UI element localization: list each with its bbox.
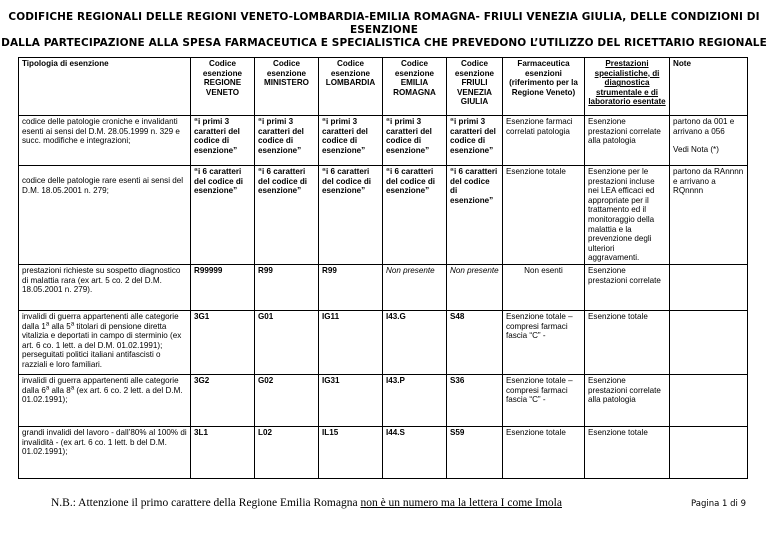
cell-ministero: “i 6 caratteri del codice di esenzione” — [255, 166, 319, 265]
header-ministero: Codice esenzione MINISTERO — [255, 58, 319, 116]
cell-ministero: G02 — [255, 374, 319, 426]
cell-prestazioni: Esenzione per le prestazioni incluse nei LEA efficaci ed appropriate per il trattamento ed il monitoraggio della malattia e la prevenzione degli ulteriori aggravamenti. — [585, 166, 670, 265]
cell-farmaceutica: Esenzione totale — [503, 166, 585, 265]
cell-emilia: “i primi 3 caratteri del codice di esenzione” — [383, 116, 447, 166]
table-row — [19, 374, 748, 426]
title-line-1: CODIFICHE REGIONALI DELLE REGIONI VENETO-LOMBARDIA-EMILIA ROMAGNA- FRIULI VENEZIA GIULIA, DELLE CONDIZIONI DI ESENZIONE — [8, 11, 760, 36]
cell-note — [670, 374, 748, 426]
cell-tipologia: invalidi di guerra appartenenti alle categorie dalla 1$^a$ alla 5$^a$ titolari di pensione diretta vitalizia e deportati in campo di sterminio (ex art. 6 co. 1 lett. a del D.M. 01.02.1991); perseguitati politici italiani antifascisti o razziali e loro familiari. — [19, 310, 191, 374]
cell-tipologia: invalidi di guerra appartenenti alle categorie dalla 6$^a$ alla 8$^a$ (ex art. 6 co. 2 lett. a del D.M. 01.02.1991); — [19, 374, 191, 426]
table-row — [19, 116, 748, 166]
cell-tipologia: prestazioni richieste su sospetto diagnostico di malattia rara (ex art. 5 co. 2 del D.M. 18.05.2001 n. 279). — [19, 264, 191, 310]
cell-prestazioni: Esenzione prestazioni correlate alla patologia — [585, 374, 670, 426]
cell-tipologia: codice delle patologie rare esenti ai sensi del D.M. 18.05.2001 n. 279; — [19, 166, 191, 265]
cell-prestazioni: Esenzione totale — [585, 426, 670, 478]
header-emilia: Codice esenzione EMILIA ROMAGNA — [383, 58, 447, 116]
page-number: Pagina 1 di 9 — [691, 499, 746, 509]
cell-emilia: Non presente — [383, 264, 447, 310]
cell-lombardia: “i primi 3 caratteri del codice di esenzione” — [319, 116, 383, 166]
cell-tipologia: grandi invalidi del lavoro - dall’80% al 100% di invalidità - (ex art. 6 co. 1 lett. b del D.M. 01.02.1991); — [19, 426, 191, 478]
footer-note: N.B.: Attenzione il primo carattere della Regione Emilia Romagna non è un numero ma la lettera I come Imola — [51, 497, 562, 509]
header-prestazioni: Prestazioni specialistiche, di diagnostica strumentale e di laboratorio esentate — [585, 58, 670, 116]
note-range: partono da 001 e arrivano a 056 — [673, 117, 735, 136]
header-row — [19, 58, 748, 116]
cell-farmaceutica: Esenzione totale – compresi farmaci fascia “C” - — [503, 374, 585, 426]
exemption-codes-table — [18, 57, 748, 479]
header-farmaceutica: Farmaceutica esenzioni (riferimento per la Regione Veneto) — [503, 58, 585, 116]
cell-prestazioni: Esenzione totale — [585, 310, 670, 374]
cell-friuli: S36 — [447, 374, 503, 426]
cell-lombardia: “i 6 caratteri del codice di esenzione” — [319, 166, 383, 265]
cell-farmaceutica: Esenzione totale – compresi farmaci fascia “C” - — [503, 310, 585, 374]
cell-prestazioni: Esenzione prestazioni correlate alla patologia — [585, 116, 670, 166]
cell-emilia: “i 6 caratteri del codice di esenzione” — [383, 166, 447, 265]
cell-ministero: R99 — [255, 264, 319, 310]
cell-note — [670, 264, 748, 310]
table-row — [19, 264, 748, 310]
cell-prestazioni: Esenzione prestazioni correlate — [585, 264, 670, 310]
cell-veneto: R99999 — [191, 264, 255, 310]
cell-emilia: I44.S — [383, 426, 447, 478]
cell-veneto: 3G2 — [191, 374, 255, 426]
table-row — [19, 426, 748, 478]
cell-friuli: S59 — [447, 426, 503, 478]
cell-friuli: S48 — [447, 310, 503, 374]
cell-tipologia: codice delle patologie croniche e invalidanti esenti ai sensi del D.M. 28.05.1999 n. 329 e succ. modifiche e integrazioni; — [19, 116, 191, 166]
title-line-2: DALLA PARTECIPAZIONE ALLA SPESA FARMACEUTICA E SPECIALISTICA CHE PREVEDONO L’UTILIZZO DEL RICETTARIO REGIONALE — [1, 37, 767, 49]
cell-note — [670, 310, 748, 374]
cell-friuli: “i 6 caratteri del codice di esenzione” — [447, 166, 503, 265]
header-tipologia: Tipologia di esenzione — [19, 58, 191, 116]
cell-lombardia: IG11 — [319, 310, 383, 374]
header-note: Note — [670, 58, 748, 116]
header-lombardia: Codice esenzione LOMBARDIA — [319, 58, 383, 116]
cell-friuli: Non presente — [447, 264, 503, 310]
note-ref: Vedi Nota (*) — [673, 145, 719, 155]
cell-note — [670, 426, 748, 478]
table-row — [19, 310, 748, 374]
cell-ministero: G01 — [255, 310, 319, 374]
cell-farmaceutica: Non esenti — [503, 264, 585, 310]
cell-emilia: I43.P — [383, 374, 447, 426]
cell-farmaceutica: Esenzione totale — [503, 426, 585, 478]
cell-ministero: “i primi 3 caratteri del codice di esenzione” — [255, 116, 319, 166]
cell-farmaceutica: Esenzione farmaci correlati patologia — [503, 116, 585, 166]
cell-emilia: I43.G — [383, 310, 447, 374]
cell-ministero: L02 — [255, 426, 319, 478]
header-veneto: Codice esenzione REGIONE VENETO — [191, 58, 255, 116]
header-friuli: Codice esenzione FRIULI VENEZIA GIULIA — [447, 58, 503, 116]
cell-note: partono da RAnnnn e arrivano a RQnnnn — [670, 166, 748, 265]
cell-lombardia: IG31 — [319, 374, 383, 426]
cell-veneto: 3L1 — [191, 426, 255, 478]
document-title — [0, 11, 768, 50]
cell-friuli: “i primi 3 caratteri del codice di esenzione” — [447, 116, 503, 166]
cell-veneto: 3G1 — [191, 310, 255, 374]
table-row — [19, 166, 748, 265]
cell-veneto: “i primi 3 caratteri del codice di esenzione” — [191, 116, 255, 166]
cell-lombardia: IL15 — [319, 426, 383, 478]
cell-lombardia: R99 — [319, 264, 383, 310]
cell-veneto: “i 6 caratteri del codice di esenzione” — [191, 166, 255, 265]
cell-note — [670, 116, 748, 166]
footer-note-emphasis: non è un numero ma la lettera I come Imola — [360, 497, 562, 509]
